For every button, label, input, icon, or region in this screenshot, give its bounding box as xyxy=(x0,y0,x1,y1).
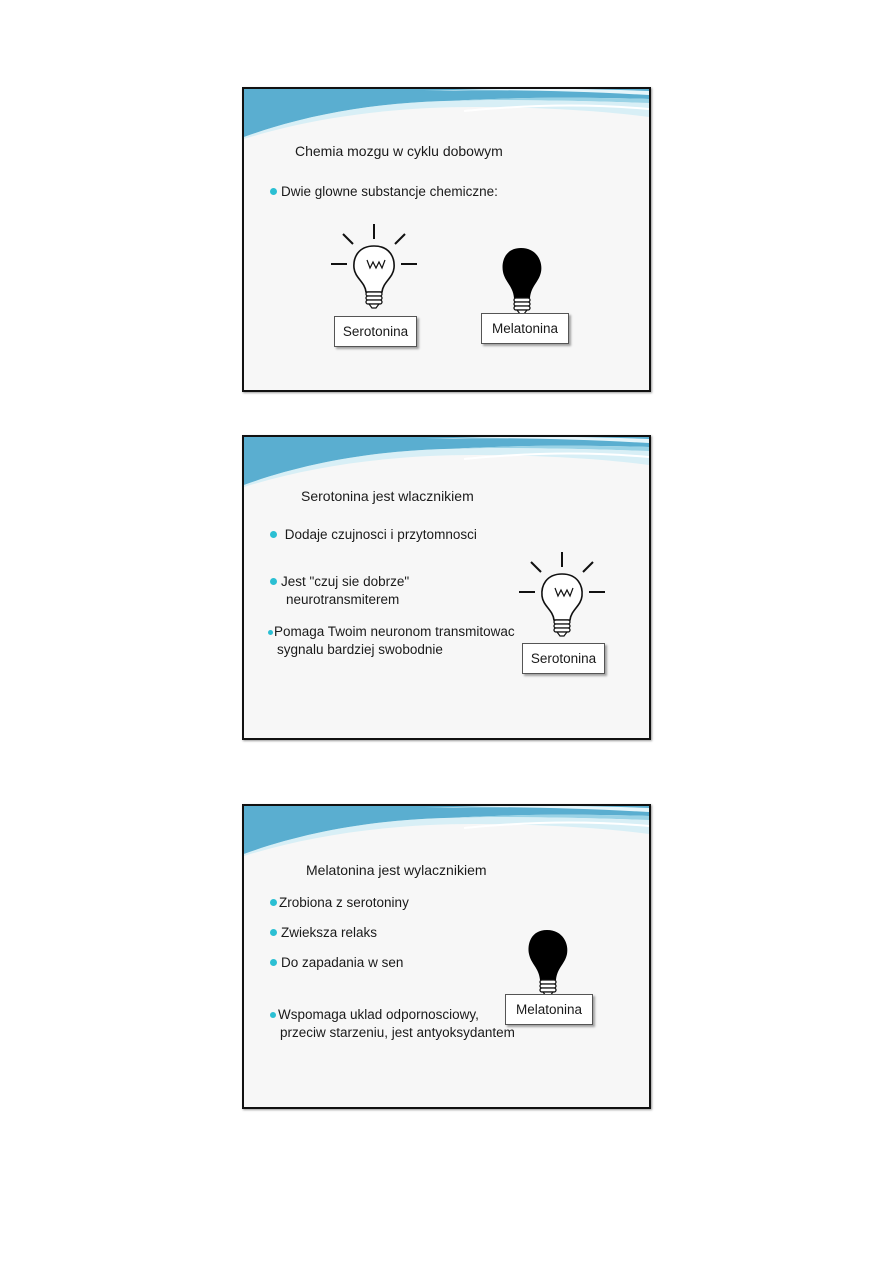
bullet-icon xyxy=(270,578,277,585)
lightbulb-off-icon xyxy=(499,244,545,316)
header-wave xyxy=(244,89,649,149)
bullet-icon xyxy=(270,959,277,966)
bullet-item: Dodaje czujnosci i przytomnosci xyxy=(270,526,477,544)
bullet-item: Zwieksza relaks xyxy=(270,924,377,942)
slide-title: Chemia mozgu w cyklu dobowym xyxy=(295,143,503,159)
slide-2 xyxy=(242,435,651,740)
slide-title: Melatonina jest wylacznikiem xyxy=(306,862,487,878)
slide-3 xyxy=(242,804,651,1109)
header-wave xyxy=(244,806,649,866)
bullet-icon xyxy=(270,531,277,538)
lightbulb-off-icon xyxy=(525,926,571,998)
bullet-icon xyxy=(270,929,277,936)
bullet-item: Do zapadania w sen xyxy=(270,954,403,972)
bullet-icon xyxy=(270,899,277,906)
bullet-item: Jest "czuj sie dobrze" neurotransmiterem xyxy=(270,573,409,609)
bullet-icon xyxy=(270,188,277,195)
bullet-item: Dwie glowne substancje chemiczne: xyxy=(270,183,498,201)
melatonina-label: Melatonina xyxy=(505,994,593,1025)
slide-title: Serotonina jest wlacznikiem xyxy=(301,488,474,504)
bullet-icon xyxy=(268,630,273,635)
melatonina-label: Melatonina xyxy=(481,313,569,344)
bullet-item: Wspomaga uklad odpornosciowy, przeciw starzeniu, jest antyoksydantem xyxy=(270,1006,515,1042)
serotonina-label: Serotonina xyxy=(522,643,605,674)
slide-1 xyxy=(242,87,651,392)
serotonina-label: Serotonina xyxy=(334,316,417,347)
bullet-item: Zrobiona z serotoniny xyxy=(270,894,409,912)
lightbulb-on-icon xyxy=(517,550,609,640)
bullet-item: Pomaga Twoim neuronom transmitowac sygnalu bardziej swobodnie xyxy=(268,623,515,659)
bullet-icon xyxy=(270,1012,276,1018)
lightbulb-on-icon xyxy=(329,222,421,312)
